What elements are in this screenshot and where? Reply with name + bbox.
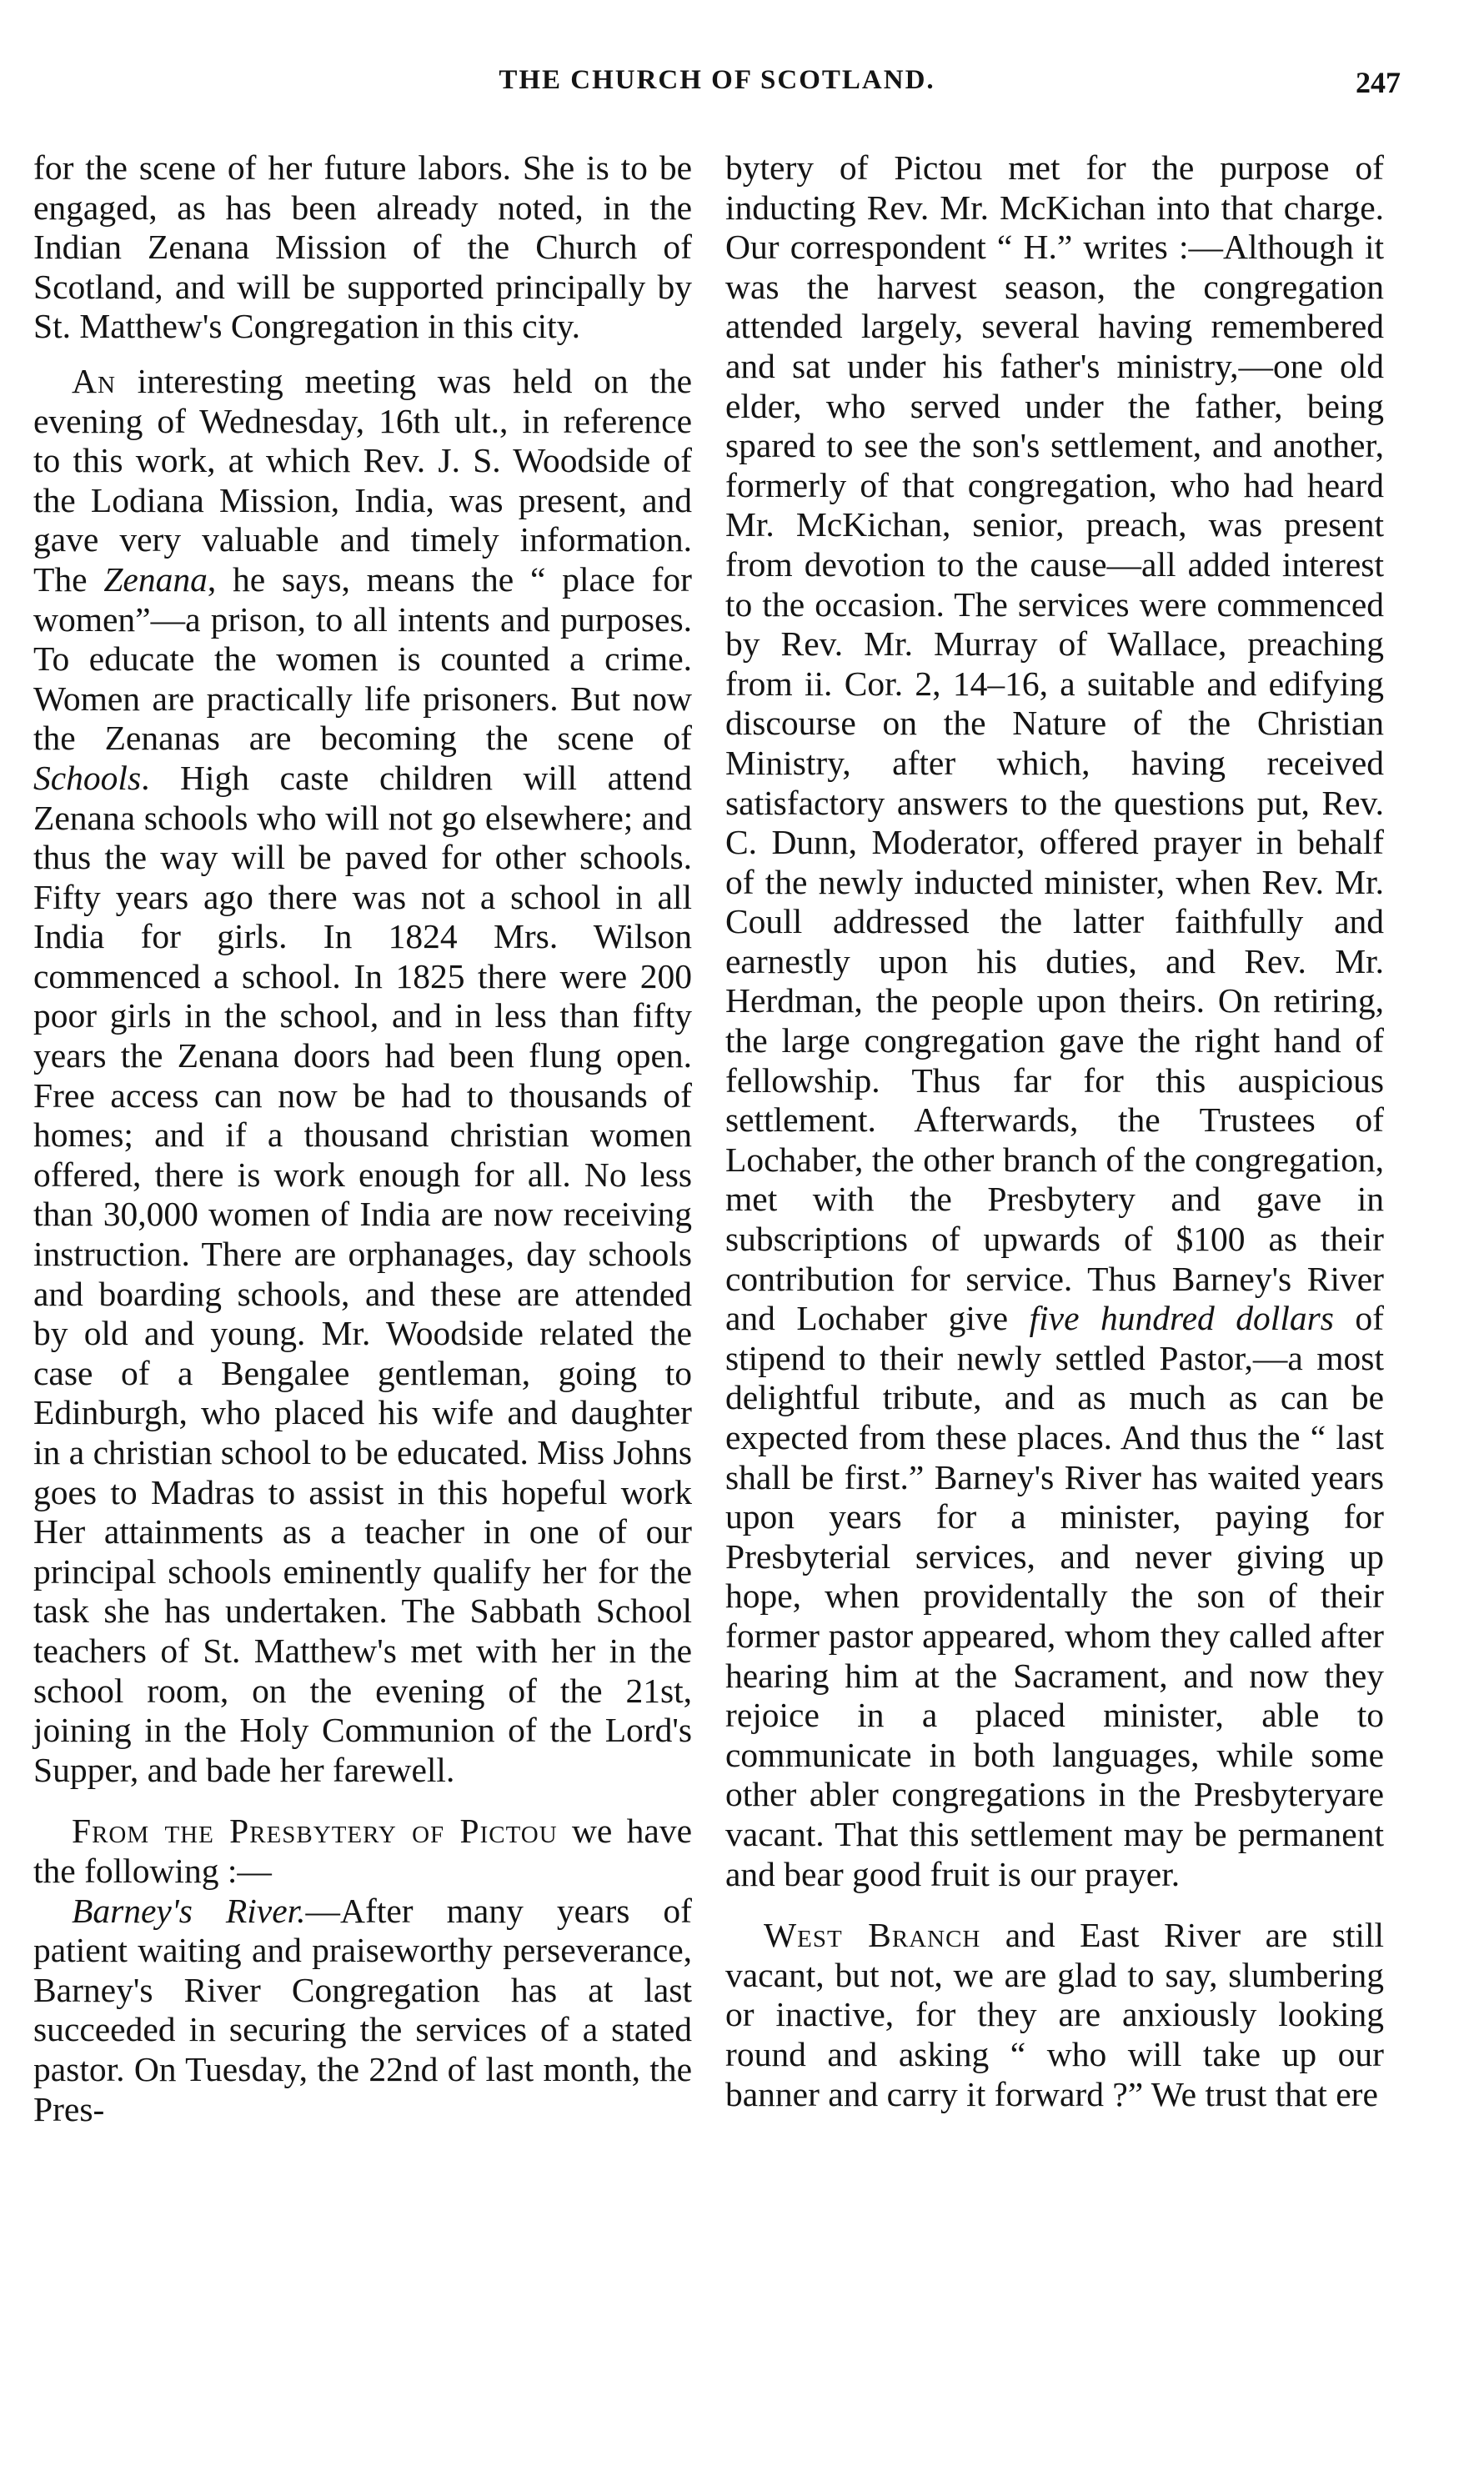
page-number: 247: [1356, 66, 1401, 99]
paragraph-barneys-river: [33, 1892, 692, 2130]
paragraph-text: interesting meeting was held on the evening of Wednesday, 16th ult., in reference to this work, at which Rev. J. S. Woodside of the Lodiana Mission, India, was present, and gave very valuable and timely information. The: [33, 361, 692, 599]
paragraph-presbytery-intro: [33, 1812, 692, 1891]
left-column: [33, 148, 692, 2144]
paragraph-text: we have the following :—: [33, 1812, 692, 1890]
paragraph-text: bytery of Pictou met for the purpose of inducting Rev. Mr. McKichan into that charge. Our correspondent “ H.” writes :—Although it was the harvest season, the congregation attended largely, several having remembered and sat under his father's ministry,—one old elder, who served under the father, being spared to see the son's settlement, and another, formerly of that congregation, who had heard Mr. McKichan, senior, preach, was present from devotion to the cause—all added interest to the occasion. The services were commenced by Rev. Mr. Murray of Wallace, preaching from ii. Cor. 2, 14–16, a suitable and edifying discourse on the Nature of the Christian Ministry, after which, having received satisfactory answers to the questions put, Rev. C. Dunn, Moderator, offered prayer in behalf of the newly inducted minister, when Rev. Mr. Coull addressed the latter faithfully and earnestly upon his duties, and Rev. Mr. Herdman, the people upon theirs. On retiring, the large congregation gave the right hand of fellowship. Thus far for this auspicious settlement. Afterwards, the Trustees of Lochaber, the other branch of the congregation, met with the Presbytery and gave in subscriptions of upwards of $100 as their contribution for service. Thus Barney's River and Lochaber give: [725, 148, 1384, 1338]
section-lead-west-branch: West Branch: [764, 1916, 981, 1955]
paragraph-text: of stipend to their newly settled Pastor,—a most delightful tribute, and as much as can be expected from these places. And thus the “ last shall be first.” Barney's River has waited years upon years for a minister, paying for Presbyterial services, and never giving up hope, when providentally the son of their former pastor appeared, whom they called after hearing him at the Sacrament, and now they rejoice in a placed minister, able to communicate in both languages, while some other abler congregations in the Presbyteryare vacant. That this settlement may be permanent and bear good fruit is our prayer.: [725, 1299, 1384, 1893]
italic-term-zenana: Zenana: [103, 559, 208, 599]
paragraph-zenana-meeting: [33, 362, 692, 1790]
paragraph-west-branch: [725, 1916, 1384, 2114]
running-title: THE CHURCH OF SCOTLAND.: [499, 65, 935, 95]
page-header: [33, 65, 1401, 115]
paragraph-text: , he says, means the “ place for women”—a prison, to all intents and purposes. To educate the women is counted a crime. Women are practically life prisoners. But now the Zenanas are becoming the scene of: [33, 559, 692, 758]
lead-word: An: [72, 361, 116, 400]
paragraph-induction: [725, 148, 1384, 1894]
paragraph-text: . High caste children will attend Zenana schools who will not go elsewhere; and thus the way will be paved for other schools. Fifty years ago there was not a school in all India for girls. In 1824 Mrs. Wilson commenced a school. In 1825 there were 200 poor girls in the school, and in less than fifty years the Zenana doors had been flung open. Free access can now be had to thousands of homes; and if a thousand christian women offered, there is work enough for all. No less than 30,000 women of India are now receiving instruction. There are orphanages, day schools and boarding schools, and these are attended by old and young. Mr. Woodside related the case of a Bengalee gentleman, going to Edinburgh, who placed his wife and daughter in a christian school to be educated. Miss Johns goes to Madras to assist in this hopeful work Her attainments as a teacher in one of our principal schools eminently qualify her for the task she has undertaken. The Sabbath School teachers of St. Matthew's met with her in the school room, on the evening of the 21st, joining in the Holy Communion of the Lord's Supper, and bade her farewell.: [33, 758, 692, 1789]
italic-phrase-stipend: five hundred dollars: [1029, 1299, 1334, 1338]
paragraph-text: —After many years of patient waiting and praiseworthy perseverance, Barney's River Congregation has at last succeeded in securing the services of a stated pastor. On Tuesday, the 22nd of last month, the Pres-: [33, 1891, 693, 2128]
section-lead-presbytery: From the Presbytery of Pictou: [72, 1812, 558, 1851]
right-column: [725, 148, 1384, 2129]
paragraph-text: for the scene of her future labors. She is to be engaged, as has been already noted, in the Indian Zenana Mission of the Church of Scotland, and will be supported principally by St. Matthew's Congregation in this city.: [33, 148, 692, 346]
paragraph-text: and East River are still vacant, but not, we are glad to say, slumbering or inactive, for they are anxiously looking round and asking “ who will take up our banner and carry it forward ?” We trust that ere: [725, 1916, 1385, 2113]
paragraph-mission-support: [33, 148, 692, 347]
italic-heading-barneys-river: Barney's River.: [72, 1891, 306, 1930]
italic-term-schools: Schools: [33, 758, 142, 797]
